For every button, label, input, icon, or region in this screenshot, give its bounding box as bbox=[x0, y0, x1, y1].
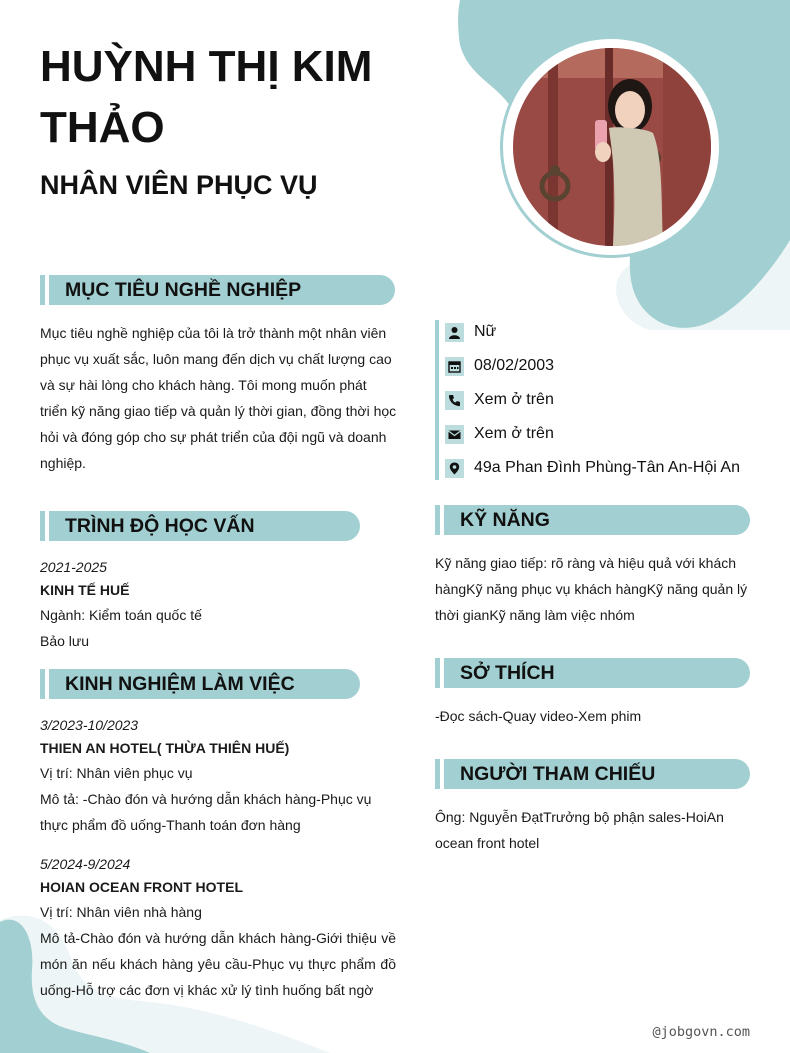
contact-gender-value: Nữ bbox=[474, 323, 497, 340]
education-block bbox=[40, 556, 400, 654]
envelope-icon bbox=[445, 425, 464, 444]
education-status: Bảo lưu bbox=[40, 633, 90, 649]
contact-phone bbox=[445, 388, 554, 412]
hobbies-heading-label: SỞ THÍCH bbox=[460, 662, 555, 684]
experience-description: Mô tả-Chào đón và hướng dẫn khách hàng-Giới thiệu về món ăn nếu khách hàng yêu cầu-Phục vụ thực phẩm đồ uống-Hỗ trợ các đơn vị khác xử lý tình huống bất ngờ bbox=[40, 930, 396, 998]
experience-heading bbox=[40, 669, 360, 699]
experience-item bbox=[40, 853, 396, 1003]
career-objective-heading-label: MỤC TIÊU NGHỀ NGHIỆP bbox=[65, 279, 302, 301]
contact-phone-value: Xem ở trên bbox=[474, 391, 554, 408]
contact-address bbox=[445, 456, 740, 480]
education-period: 2021-2025 bbox=[40, 559, 107, 575]
skills-heading-label: KỸ NĂNG bbox=[460, 509, 550, 531]
location-pin-icon bbox=[445, 459, 464, 478]
calendar-icon bbox=[445, 357, 464, 376]
phone-icon bbox=[445, 391, 464, 410]
job-title: NHÂN VIÊN PHỤC VỤ bbox=[40, 170, 318, 200]
contact-email-value: Xem ở trên bbox=[474, 425, 554, 442]
experience-period: 3/2023-10/2023 bbox=[40, 717, 139, 733]
hobbies-text: -Đọc sách-Quay video-Xem phim bbox=[435, 708, 642, 724]
experience-position: Vị trí: Nhân viên nhà hàng bbox=[40, 904, 202, 920]
education-school: KINH TẾ HUẾ bbox=[40, 582, 130, 598]
contact-birthdate-value: 08/02/2003 bbox=[474, 357, 555, 374]
experience-company: THIEN AN HOTEL( THỪA THIÊN HUẾ) bbox=[40, 740, 290, 756]
experience-heading-label: KINH NGHIỆM LÀM VIỆC bbox=[65, 673, 295, 695]
experience-period: 5/2024-9/2024 bbox=[40, 856, 131, 872]
experience-position: Vị trí: Nhân viên phục vụ bbox=[40, 765, 193, 781]
candidate-name: HUỲNH THỊ KIM THẢO bbox=[40, 42, 373, 152]
references-heading bbox=[435, 759, 750, 789]
contact-divider bbox=[435, 320, 439, 480]
education-major: Ngành: Kiểm toán quốc tế bbox=[40, 607, 202, 623]
skills-text: Kỹ năng giao tiếp: rõ ràng và hiệu quả với khách hàngKỹ năng phục vụ khách hàngKỹ năng quản lý thời gianKỹ năng làm việc nhóm bbox=[435, 555, 748, 623]
skills-heading bbox=[435, 505, 750, 535]
experience-company: HOIAN OCEAN FRONT HOTEL bbox=[40, 879, 243, 895]
contact-address-value: 49a Phan Đình Phùng-Tân An-Hội An bbox=[474, 459, 740, 476]
references-heading-label: NGƯỜI THAM CHIẾU bbox=[460, 763, 656, 785]
references-text: Ông: Nguyễn ĐạtTrưởng bộ phận sales-HoiAn ocean front hotel bbox=[435, 809, 724, 851]
contact-birthdate bbox=[445, 354, 554, 378]
education-heading-label: TRÌNH ĐỘ HỌC VẤN bbox=[65, 515, 255, 537]
footer-watermark: @jobgovn.com bbox=[652, 1024, 750, 1040]
education-heading bbox=[40, 511, 360, 541]
experience-item bbox=[40, 714, 396, 838]
person-icon bbox=[445, 323, 464, 342]
contact-email bbox=[445, 422, 554, 446]
experience-description: Mô tả: -Chào đón và hướng dẫn khách hàng-Phục vụ thực phẩm đồ uống-Thanh toán đơn hàng bbox=[40, 791, 372, 833]
contact-gender bbox=[445, 320, 496, 344]
career-objective-heading bbox=[40, 275, 395, 305]
profile-photo bbox=[513, 48, 711, 246]
hobbies-heading bbox=[435, 658, 750, 688]
career-objective-text: Mục tiêu nghề nghiệp của tôi là trở thành một nhân viên phục vụ xuất sắc, luôn mang đến dịch vụ chất lượng cao và sự hài lòng cho khách hàng. Tôi mong muốn phát triển kỹ năng giao tiếp và quản lý thời gian, đồng thời học hỏi và đóng góp cho sự phát triển của đội ngũ và doanh nghiệp. bbox=[40, 325, 397, 471]
